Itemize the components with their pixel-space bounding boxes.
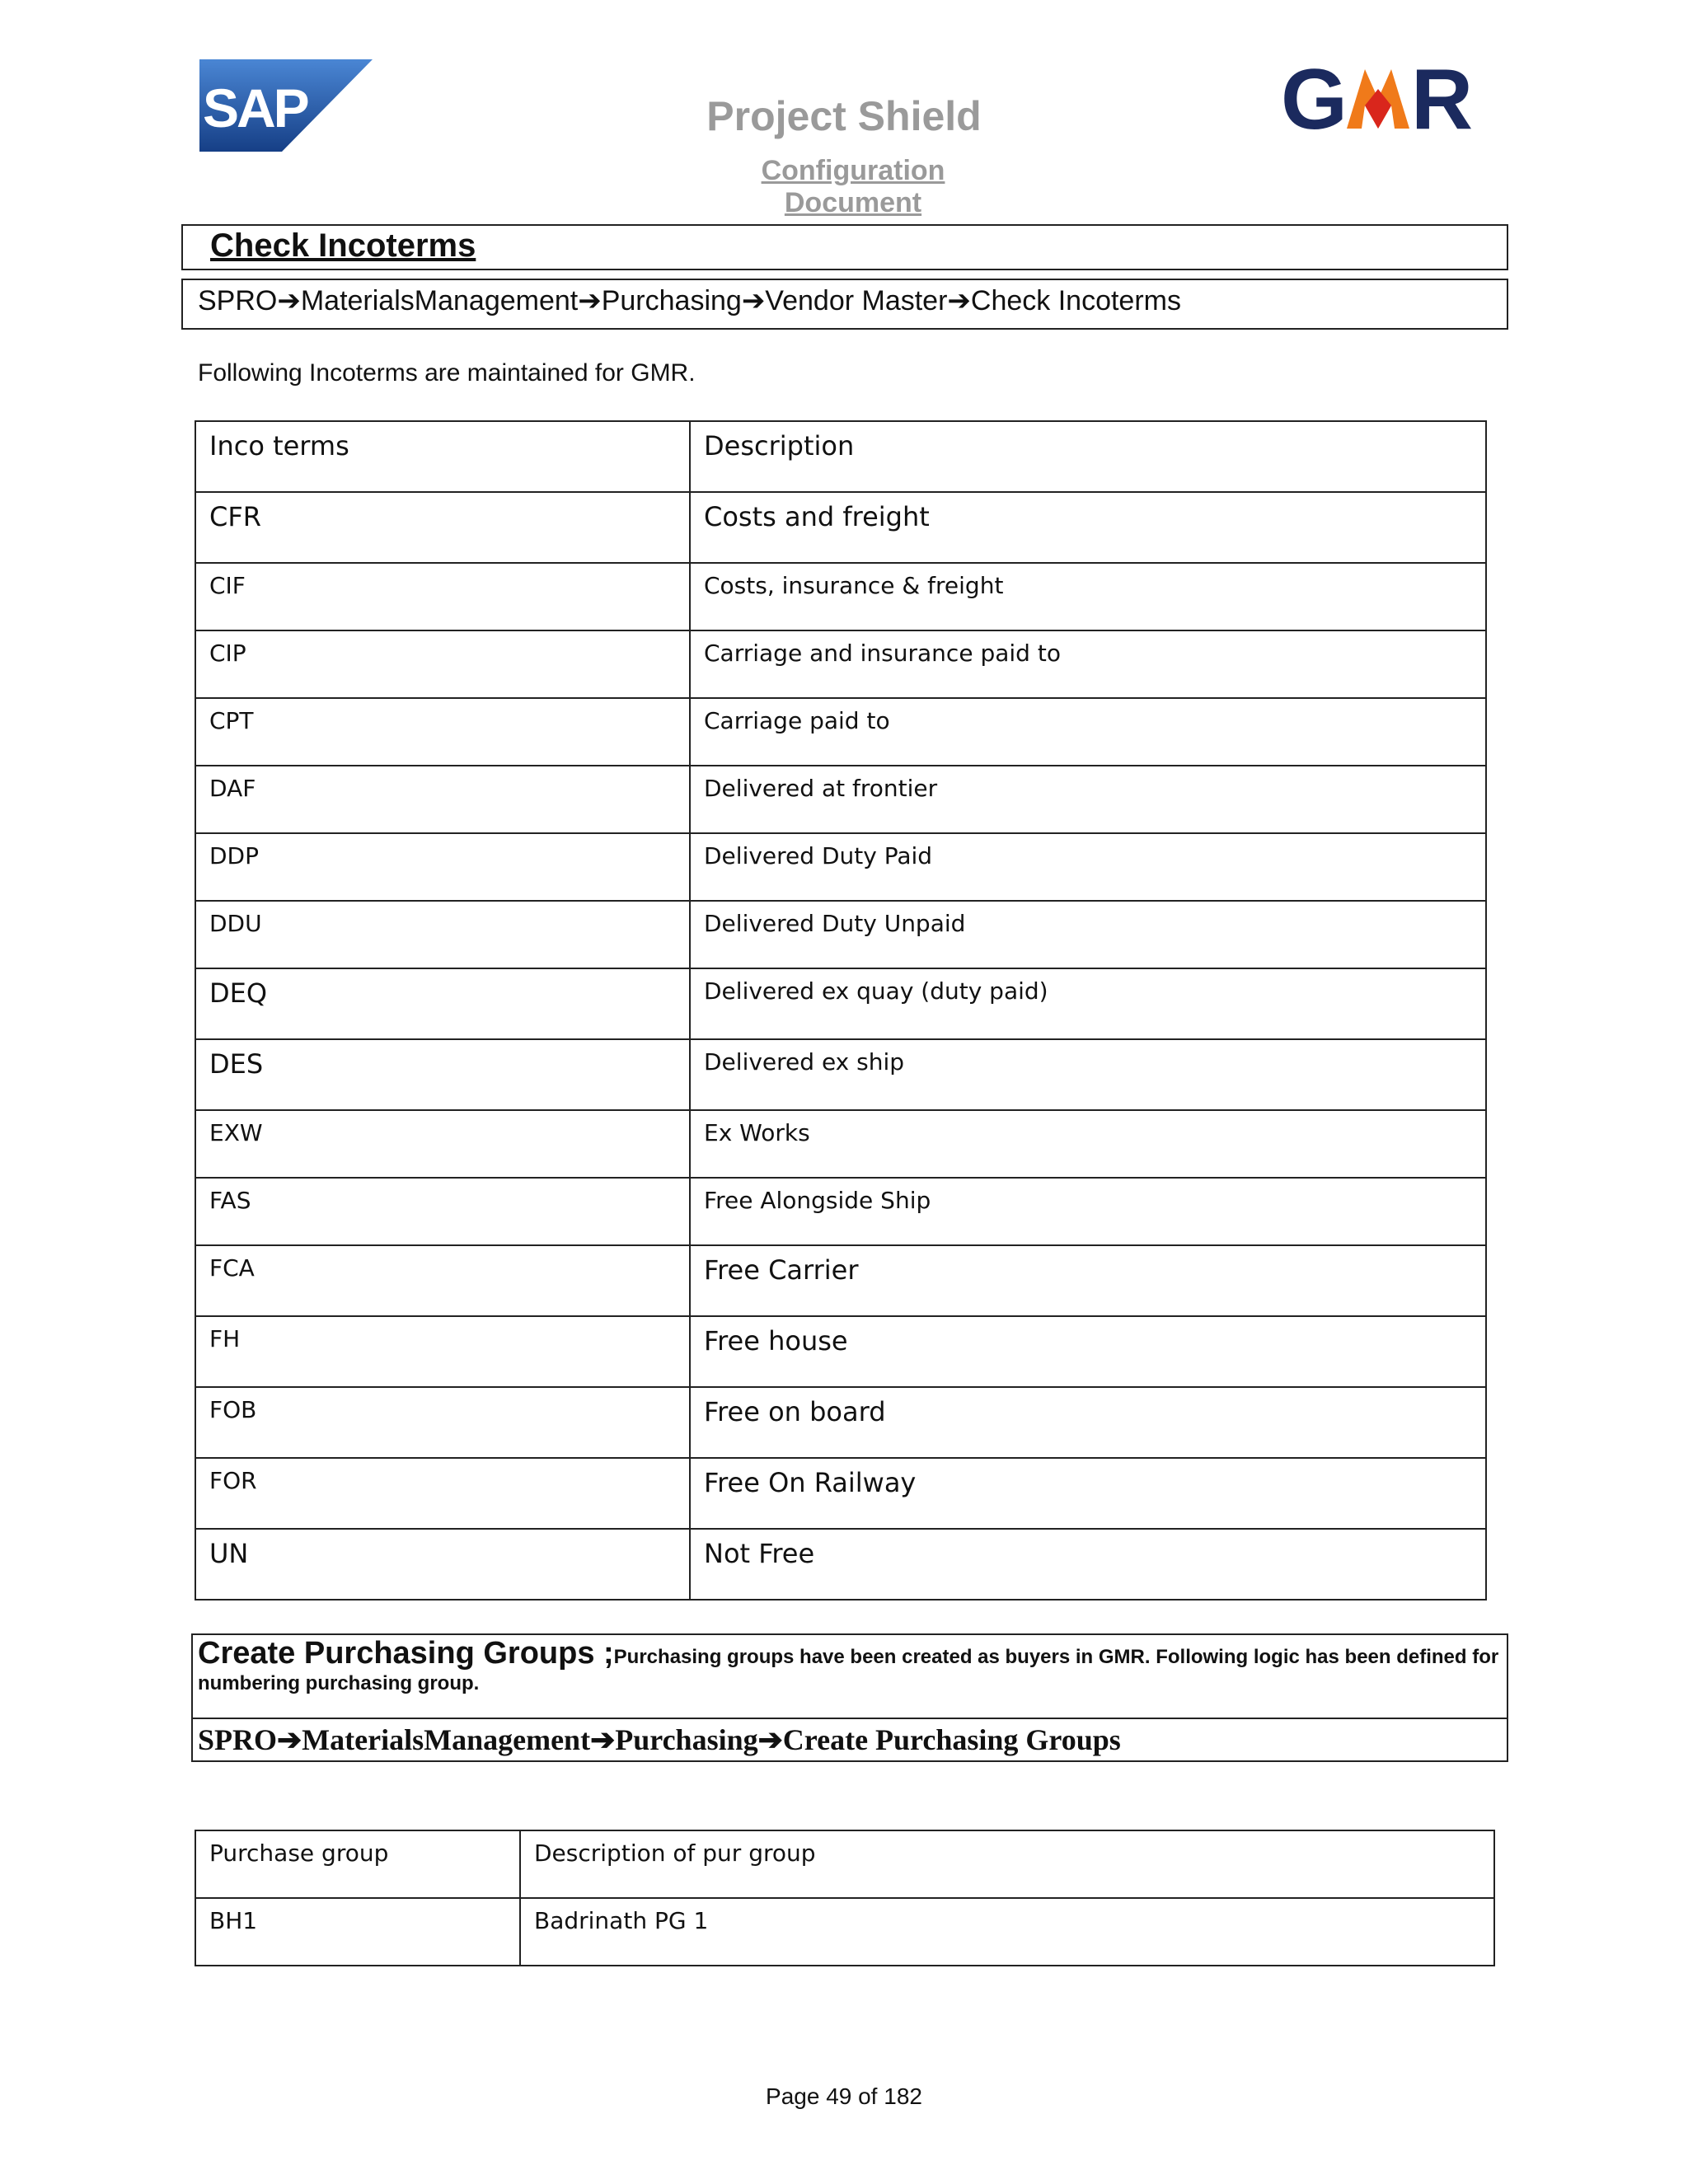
- description-cell: Not Free: [690, 1529, 1486, 1600]
- table-row: [195, 1110, 1486, 1178]
- page-number: Page 49 of 182: [766, 2083, 922, 2109]
- code-cell: FAS: [195, 1178, 690, 1245]
- table-row: [195, 1898, 1494, 1966]
- description-cell: Badrinath PG 1: [520, 1898, 1494, 1966]
- description-cell: Free Carrier: [690, 1245, 1486, 1316]
- table-row: [195, 766, 1486, 833]
- table-row: [195, 1458, 1486, 1529]
- code-cell: UN: [195, 1529, 690, 1600]
- table-header-row: [195, 421, 1486, 492]
- table-row: [195, 1178, 1486, 1245]
- section-text: Purchasing groups have been created as buyers in GMR. Following logic has been defined for numbering purchasing group.: [198, 1646, 1499, 1694]
- section-description: [198, 1636, 1500, 1697]
- svg-text:G: G: [1281, 56, 1344, 138]
- intro-text: Following Incoterms are maintained for GMR.: [198, 359, 696, 387]
- table-row: [195, 698, 1486, 766]
- sap-logo-text: SAP: [203, 77, 307, 138]
- table-row: [195, 833, 1486, 901]
- code-cell: DDP: [195, 833, 690, 901]
- description-cell: Free house: [690, 1316, 1486, 1387]
- section-title: Check Incoterms: [210, 227, 476, 264]
- description-cell: Delivered Duty Paid: [690, 833, 1486, 901]
- svg-text:R: R: [1411, 56, 1470, 138]
- description-cell: Costs, insurance & freight: [690, 563, 1486, 630]
- code-cell: DEQ: [195, 968, 690, 1039]
- code-cell: DES: [195, 1039, 690, 1110]
- table-row: [195, 968, 1486, 1039]
- code-cell: FOB: [195, 1387, 690, 1458]
- description-cell: Delivered ex ship: [690, 1039, 1486, 1110]
- description-cell: Carriage paid to: [690, 698, 1486, 766]
- incoterms-table: [195, 420, 1487, 1601]
- table-header-row: [195, 1830, 1494, 1898]
- table-row: [195, 563, 1486, 630]
- purchase-group-table: [195, 1830, 1495, 1966]
- document-subtitle: Configuration Document: [761, 155, 945, 218]
- description-cell: Carriage and insurance paid to: [690, 630, 1486, 698]
- table-row: [195, 1316, 1486, 1387]
- description-cell: Delivered at frontier: [690, 766, 1486, 833]
- code-cell: DAF: [195, 766, 690, 833]
- table-row: [195, 1245, 1486, 1316]
- section-title: Create Purchasing Groups ;: [198, 1636, 614, 1671]
- description-cell: Costs and freight: [690, 492, 1486, 563]
- description-cell: Delivered Duty Unpaid: [690, 901, 1486, 968]
- table-row: [195, 901, 1486, 968]
- code-cell: BH1: [195, 1898, 520, 1966]
- table-row: [195, 492, 1486, 563]
- section-divider: [191, 1718, 1508, 1719]
- code-cell: FH: [195, 1316, 690, 1387]
- code-cell: EXW: [195, 1110, 690, 1178]
- header-cell: Purchase group: [195, 1830, 520, 1898]
- code-cell: DDU: [195, 901, 690, 968]
- code-cell: CFR: [195, 492, 690, 563]
- menu-path: SPRO➔MaterialsManagement➔Purchasing➔Vendor Master➔Check Incoterms: [198, 285, 1181, 316]
- code-cell: FOR: [195, 1458, 690, 1529]
- header-cell: Description: [690, 421, 1486, 492]
- code-cell: CPT: [195, 698, 690, 766]
- header-cell: Description of pur group: [520, 1830, 1494, 1898]
- header-cell: Inco terms: [195, 421, 690, 492]
- document-title: Project Shield: [706, 93, 982, 139]
- code-cell: FCA: [195, 1245, 690, 1316]
- description-cell: Free on board: [690, 1387, 1486, 1458]
- description-cell: Free On Railway: [690, 1458, 1486, 1529]
- code-cell: CIF: [195, 563, 690, 630]
- description-cell: Delivered ex quay (duty paid): [690, 968, 1486, 1039]
- table-row: [195, 630, 1486, 698]
- code-cell: CIP: [195, 630, 690, 698]
- menu-path: SPRO➔MaterialsManagement➔Purchasing➔Create Purchasing Groups: [198, 1723, 1121, 1756]
- description-cell: Free Alongside Ship: [690, 1178, 1486, 1245]
- table-row: [195, 1529, 1486, 1600]
- description-cell: Ex Works: [690, 1110, 1486, 1178]
- table-row: [195, 1387, 1486, 1458]
- table-row: [195, 1039, 1486, 1110]
